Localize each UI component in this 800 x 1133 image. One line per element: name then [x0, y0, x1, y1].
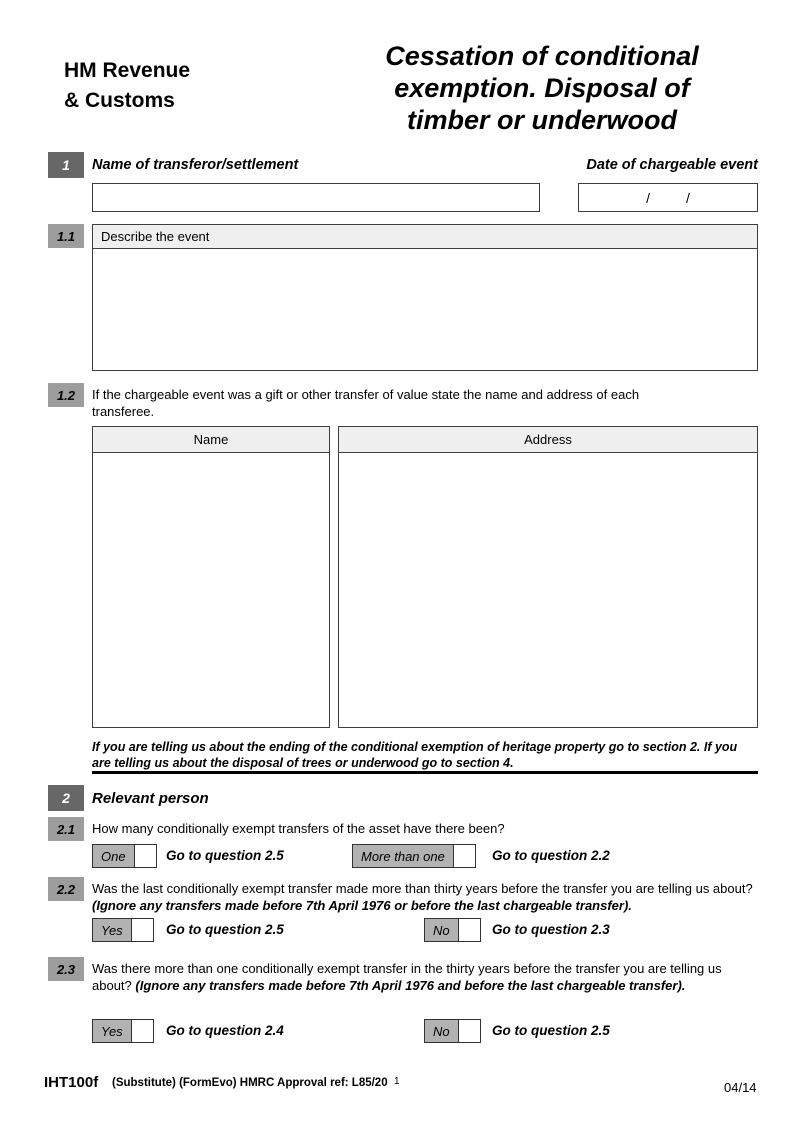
transferee-address-column	[338, 426, 758, 728]
question-2-2-note: (Ignore any transfers made before 7th April 1976 or before the last chargeable transfer).	[92, 898, 632, 913]
q23-yes-label: Yes	[92, 1019, 132, 1043]
form-id: IHT100f	[44, 1074, 99, 1091]
transferee-address-input[interactable]	[339, 453, 757, 726]
form-title-line3: timber or underwood	[407, 105, 677, 135]
question-1-1-number: 1.1	[48, 224, 84, 248]
option-more-than-one-checkbox[interactable]	[454, 844, 476, 868]
q22-yes-checkbox[interactable]	[132, 918, 154, 942]
option-one-goto: Go to question 2.5	[166, 848, 284, 863]
date-slash-2: /	[686, 189, 690, 206]
question-2-2-question: Was the last conditionally exempt transfer made more than thirty years before the transfer you are telling us about?	[92, 881, 753, 896]
q22-no-goto: Go to question 2.3	[492, 922, 610, 937]
option-more-than-one-goto: Go to question 2.2	[492, 848, 610, 863]
q23-no-goto: Go to question 2.5	[492, 1023, 610, 1038]
q22-no-label: No	[424, 918, 459, 942]
q22-no-option	[424, 918, 481, 942]
describe-event-panel	[92, 224, 758, 371]
option-one-checkbox[interactable]	[135, 844, 157, 868]
question-1-2-number: 1.2	[48, 383, 84, 407]
hmrc-logo-line1: HM Revenue	[64, 59, 191, 82]
question-2-3-text	[92, 960, 732, 994]
routing-note: If you are telling us about the ending of the conditional exemption of heritage property go to section 2. If you are telling us about the disposal of trees or underwood go to section 4.	[92, 740, 738, 770]
q23-no-label: No	[424, 1019, 459, 1043]
section-2-number: 2	[48, 785, 84, 811]
q23-no-option	[424, 1019, 481, 1043]
transferee-name-header: Name	[93, 427, 329, 453]
section-2-title: Relevant person	[92, 790, 209, 807]
q22-yes-option	[92, 918, 154, 942]
option-more-than-one	[352, 844, 476, 868]
describe-event-header: Describe the event	[93, 225, 757, 249]
hmrc-logo	[64, 56, 190, 116]
date-slash-1: /	[646, 189, 650, 206]
page-number: 1	[394, 1076, 400, 1087]
question-2-3-note: (Ignore any transfers made before 7th April 1976 and before the last chargeable transfer).	[135, 978, 686, 993]
form-version: 04/14	[724, 1080, 757, 1095]
option-one	[92, 844, 157, 868]
section-1-number: 1	[48, 152, 84, 178]
transferee-address-header: Address	[339, 427, 757, 453]
form-title-line2: exemption. Disposal of	[394, 73, 690, 103]
transferee-name-input[interactable]	[93, 453, 329, 726]
question-2-3-question: Was there more than one conditionally exempt transfer in the thirty years before the transfer you are telling us about?	[92, 961, 722, 993]
q23-yes-option	[92, 1019, 154, 1043]
question-2-3-number: 2.3	[48, 957, 84, 981]
q22-no-checkbox[interactable]	[459, 918, 481, 942]
form-title	[368, 40, 716, 136]
q22-yes-label: Yes	[92, 918, 132, 942]
chargeable-event-date-input[interactable]	[578, 183, 758, 212]
q23-yes-checkbox[interactable]	[132, 1019, 154, 1043]
form-meta: (Substitute) (FormEvo) HMRC Approval ref: L85/20	[112, 1077, 388, 1089]
name-of-transferor-label: Name of transferor/settlement	[92, 157, 299, 173]
option-one-label: One	[92, 844, 135, 868]
question-2-2-number: 2.2	[48, 877, 84, 901]
option-more-than-one-label: More than one	[352, 844, 454, 868]
describe-event-input[interactable]	[93, 249, 757, 369]
hmrc-logo-line2: & Customs	[64, 89, 175, 112]
section-divider	[92, 771, 758, 774]
q23-yes-goto: Go to question 2.4	[166, 1023, 284, 1038]
q22-yes-goto: Go to question 2.5	[166, 922, 284, 937]
question-2-1-number: 2.1	[48, 817, 84, 841]
question-2-1-text: How many conditionally exempt transfers of the asset have there been?	[92, 821, 505, 836]
transferor-name-input[interactable]	[92, 183, 540, 212]
form-title-line1: Cessation of conditional	[385, 41, 699, 71]
transferee-name-column	[92, 426, 330, 728]
question-1-2-text: If the chargeable event was a gift or other transfer of value state the name and address of each transferee.	[92, 387, 640, 419]
q23-no-checkbox[interactable]	[459, 1019, 481, 1043]
date-of-chargeable-event-label: Date of chargeable event	[586, 157, 758, 173]
question-2-2-text	[92, 880, 758, 914]
